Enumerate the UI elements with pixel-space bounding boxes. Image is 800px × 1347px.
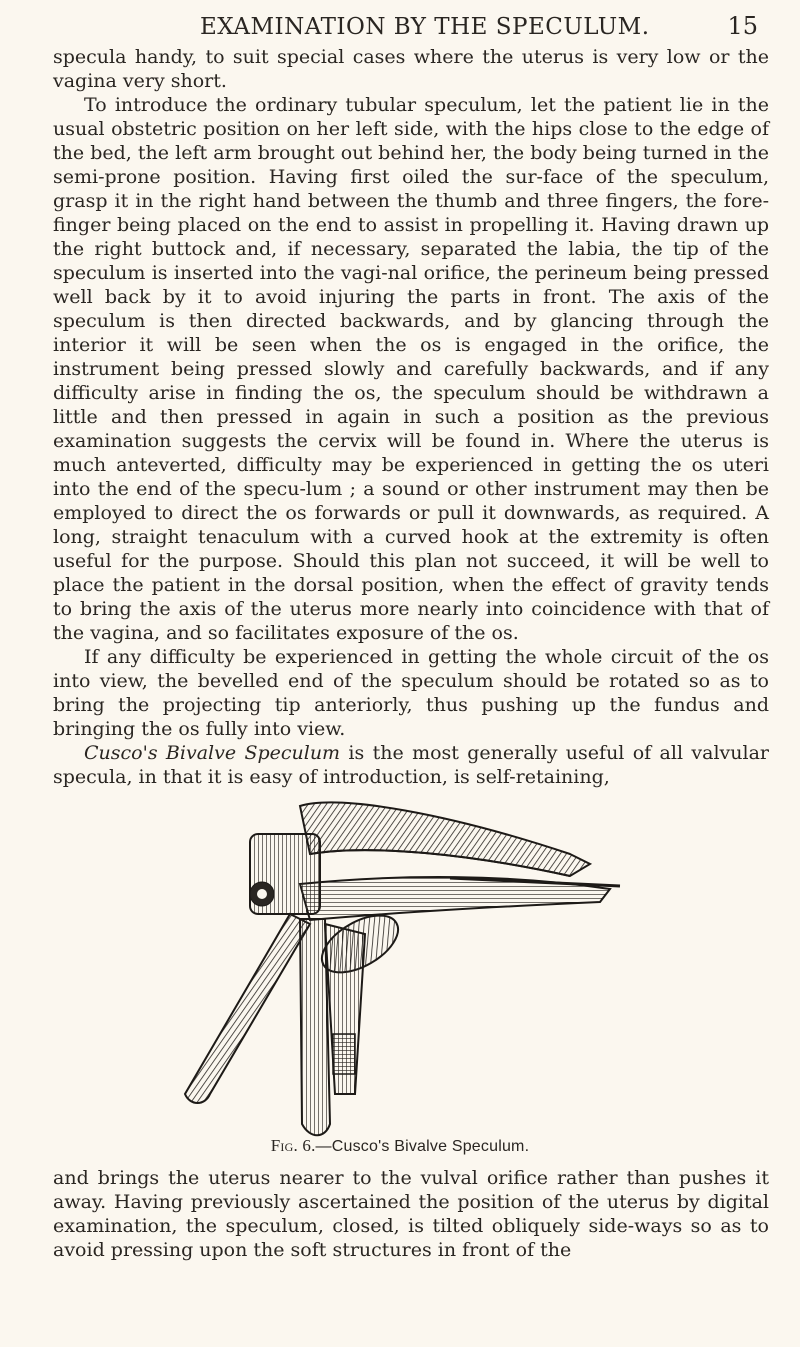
- right-handle: [300, 919, 330, 1135]
- paragraph-4: [53, 741, 769, 789]
- paragraph-1: specula handy, to suit special cases where the uterus is very low or the vagina very short.: [53, 46, 769, 92]
- body-text-top: [53, 45, 769, 789]
- body-text-bottom: [53, 1166, 769, 1262]
- paragraph-4-text: is the most generally useful of all valvular specula, in that it is easy of introduction, is self-retaining,: [53, 742, 769, 788]
- paragraph-5: and brings the uterus nearer to the vulval orifice rather than pushes it away. Having previously ascertained the position of the uterus by digital examination, the speculum, closed, is tilted obliquely side-ways so as to avoid pressing upon the soft structures in front of the: [53, 1167, 769, 1261]
- page-header: [50, 8, 770, 42]
- left-handle: [185, 914, 310, 1103]
- speculum-illustration: [150, 794, 650, 1144]
- upper-blade: [300, 803, 590, 876]
- page-number: 15: [727, 12, 758, 40]
- running-head: EXAMINATION BY THE SPECULUM.: [200, 14, 650, 40]
- paragraph-3: If any difficulty be experienced in getting the whole circuit of the os into view, the bevelled end of the speculum should be rotated so as to bring the projecting tip anteriorly, thus pushing up the fundus and bringing the os fully into view.: [53, 646, 769, 740]
- figure-caption: [0, 1136, 800, 1156]
- paragraph-2: To introduce the ordinary tubular speculum, let the patient lie in the usual obstetric position on her left side, with the hips close to the edge of the bed, the left arm brought out behind her, the body being turned in the semi-prone position. Having first oiled the sur-face of the speculum, grasp it in the right hand between the thumb and three fingers, the fore-finger being placed on the end to assist in propelling it. Having drawn up the right buttock and, if necessary, separated the labia, the tip of the speculum is inserted into the vagi-nal orifice, the perineum being pressed well back by it to avoid injuring the parts in front. The axis of the speculum is then directed backwards, and by glancing through the interior it will be seen when the os is engaged in the orifice, the instrument being pressed slowly and carefully backwards, and if any difficulty arise in finding the os, the speculum should be withdrawn a little and then pressed in again in such a position as the previous examination suggests the cervix will be found in. Where the uterus is much anteverted, difficulty may be experienced in getting the os uteri into the end of the specu-lum ; a sound or other instrument may then be employed to direct the os forwards or pull it downwards, as required. A long, straight tenaculum with a curved hook at the extremity is often useful for the purpose. Should this plan not succeed, it will be well to place the patient in the dorsal position, when the effect of gravity tends to bring the axis of the uterus more nearly into coincidence with that of the vagina, and so facilitates exposure of the os.: [53, 94, 769, 644]
- figure-caption-text: —Cusco's Bivalve Speculum.: [315, 1138, 530, 1155]
- cusco-title: Cusco's Bivalve Speculum: [84, 742, 341, 764]
- figure-label: Fig. 6.: [270, 1136, 316, 1155]
